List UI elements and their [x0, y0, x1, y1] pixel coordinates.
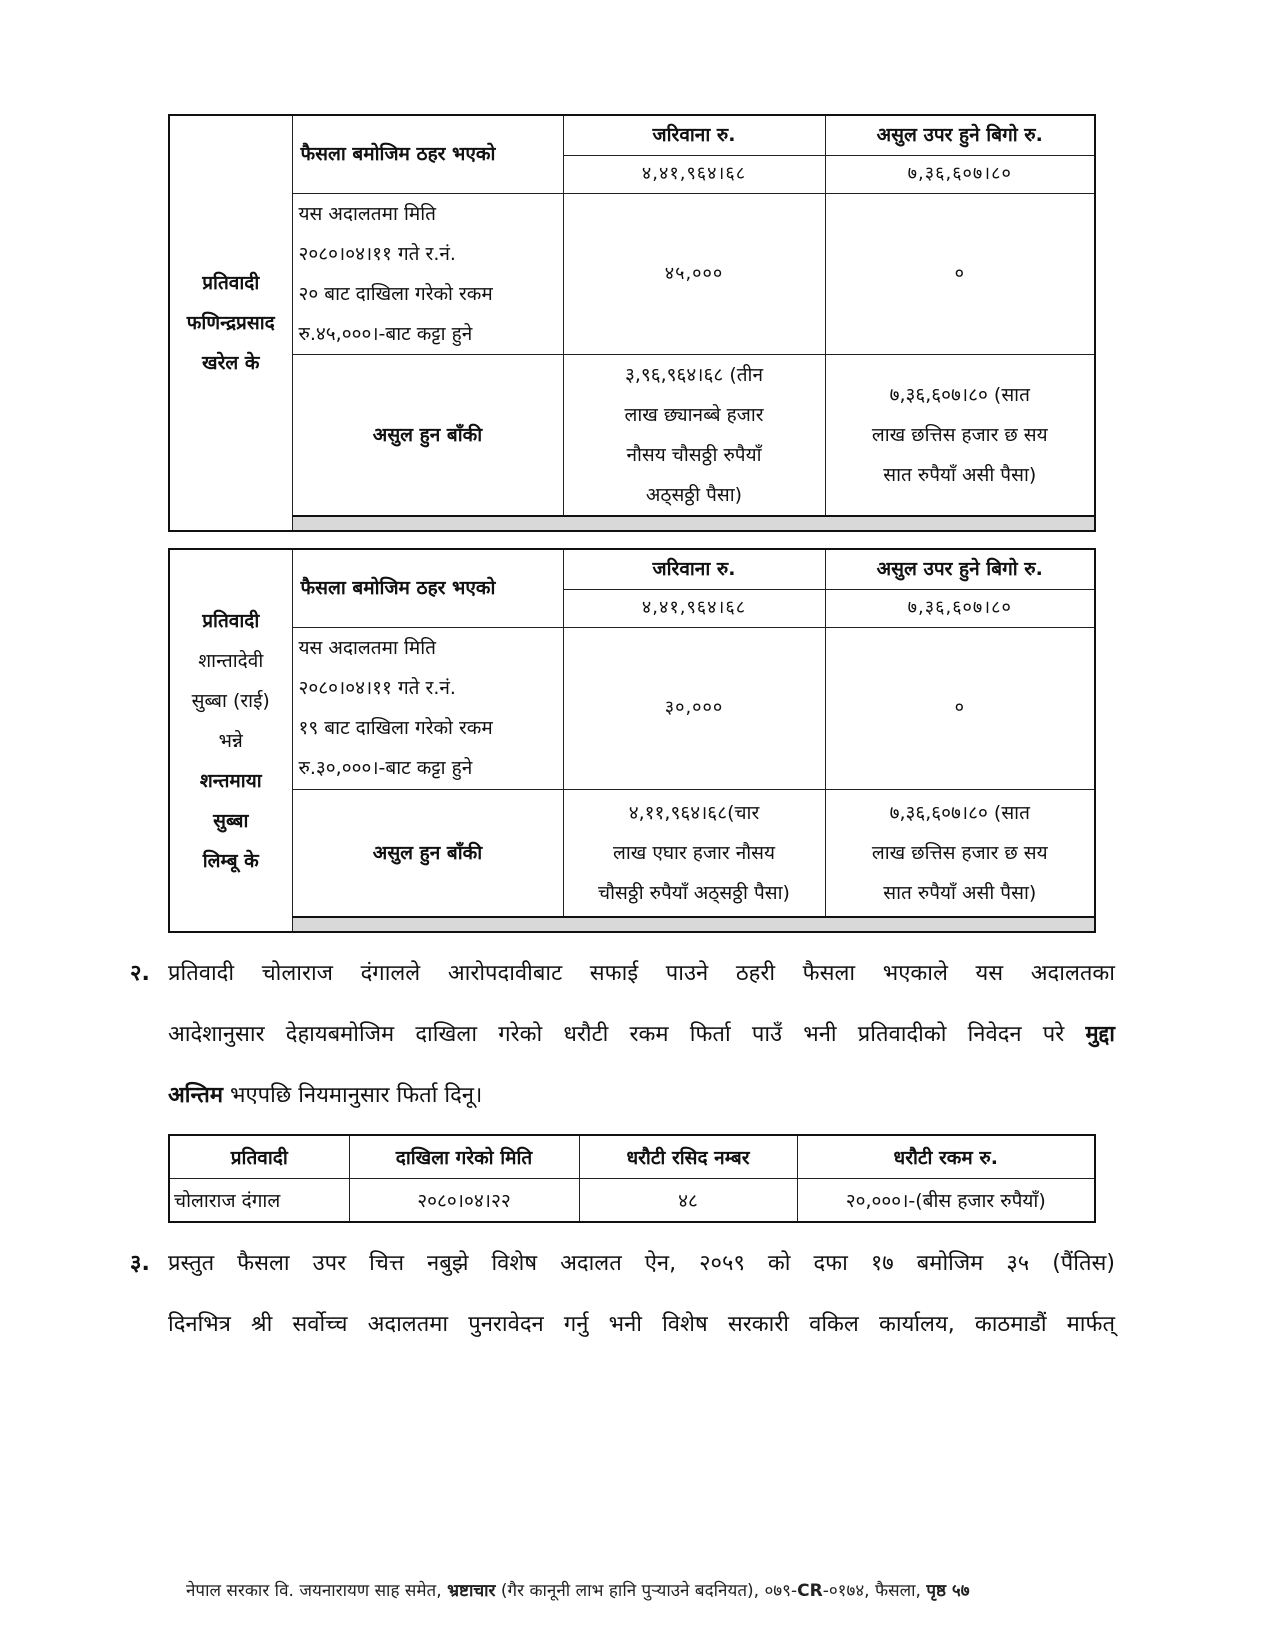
paragraph-text: प्रतिवादी चोलाराज दंगालले आरोपदावीबाट सफाई पाउने ठहरी फैसला भएकाले यस अदालतका — [168, 961, 1115, 986]
fine-column-header: जरिवाना रु. — [563, 115, 825, 155]
balance-line: ७,३६,६०७।८० (सात — [889, 801, 1030, 824]
footer-case-parties: नेपाल सरकार वि. जयनारायण साह समेत, — [186, 1581, 442, 1601]
paragraph-line — [130, 1065, 1115, 1126]
column-header-receipt: धरौटी रसिद नम्बर — [579, 1135, 797, 1179]
deduction-line: २०८०।०४।११ गते र.नं. — [298, 677, 456, 699]
defendant-line: लिम्बू के — [202, 849, 259, 872]
deposit-header-row — [169, 1135, 1095, 1179]
recovery-column-header: असुल उपर हुने बिगो रु. — [825, 115, 1095, 155]
cell-amount: २०,०००।-(बीस हजार रुपैयाँ) — [797, 1179, 1095, 1223]
defendant-line: प्रतिवादी — [202, 272, 260, 294]
paragraph-number: २. — [130, 961, 150, 986]
defendant-line: सुब्बा — [213, 809, 249, 832]
defendant-line: खरेल के — [202, 352, 260, 374]
defendant-line: शन्तमाया — [199, 769, 262, 792]
balance-line: लाख एघार हजार नौसय — [612, 841, 776, 864]
order-paragraph-2 — [130, 943, 1115, 1126]
defendant-line: शान्तादेवी — [198, 649, 264, 672]
balance-line: लाख छ्यानब्बे हजार — [624, 403, 764, 426]
deduction-description — [292, 627, 563, 789]
paragraph-text: आदेशानुसार देहायबमोजिम दाखिला गरेको धरौटी रकम फिर्ता पाउँ भनी प्रतिवादीको निवेदन परे — [168, 1022, 1065, 1047]
paragraph-text: भएपछि नियमानुसार फिर्ता दिनू। — [229, 1083, 483, 1108]
cell-receipt: ४८ — [579, 1179, 797, 1223]
fine-table-1 — [168, 114, 1096, 532]
decided-recovery-value: ७,३६,६०७।८० — [825, 589, 1095, 627]
bold-term: अन्तिम — [168, 1083, 223, 1108]
balance-line: सात रुपैयाँ असी पैसा) — [883, 881, 1037, 904]
deduction-line: रु.४५,०००।-बाट कट्टा हुने — [298, 322, 473, 345]
bold-term: मुद्दा — [1085, 1022, 1115, 1047]
defendant-line: सुब्बा (राई) — [191, 689, 270, 712]
deduction-line: रु.३०,०००।-बाट कट्टा हुने — [298, 757, 473, 779]
fine-table-2 — [168, 548, 1096, 933]
balance-recovery-value — [825, 354, 1095, 516]
balance-line: सात रुपैयाँ असी पैसा) — [883, 463, 1037, 486]
balance-label: असुल हुन बाँकी — [292, 354, 563, 516]
defendant-line: प्रतिवादी — [202, 609, 260, 632]
paragraph-line — [130, 1233, 1115, 1294]
footer-case-detail: (गैर कानूनी लाभ हानि पुऱ्याउने बदनियत), ०७९- — [500, 1581, 798, 1601]
defendant-line: भन्ने — [218, 729, 243, 752]
balance-fine-value — [563, 354, 825, 516]
footer-case-type: भ्रष्टाचार — [447, 1581, 496, 1601]
deduction-description — [292, 193, 563, 354]
deduction-line: १९ बाट दाखिला गरेको रकम — [298, 717, 493, 739]
cell-defendant: चोलाराज दंगाल — [169, 1179, 349, 1223]
defendant-name-cell — [169, 549, 292, 932]
balance-line: अठ्सठ्ठी पैसा) — [645, 483, 743, 506]
fine-column-header: जरिवाना रु. — [563, 549, 825, 589]
balance-line: नौसय चौसठ्ठी रुपैयाँ — [626, 443, 762, 466]
deduction-line: २०८०।०४।११ गते र.नं. — [298, 242, 456, 265]
balance-line: ३,९६,९६४।६८ (तीन — [624, 363, 764, 386]
balance-line: ४,११,९६४।६८(चार — [628, 801, 760, 824]
paragraph-text: दिनभित्र श्री सर्वोच्च अदालतमा पुनरावेदन गर्नु भनी विशेष सरकारी वकिल कार्यालय, काठमाडौं मार्फत् — [168, 1312, 1115, 1337]
table-separator-row — [169, 917, 1095, 932]
paragraph-line — [130, 1294, 1115, 1355]
decided-fine-value: ४,४१,९६४।६८ — [563, 589, 825, 627]
balance-line: लाख छत्तिस हजार छ सय — [871, 841, 1048, 864]
balance-fine-value — [563, 789, 825, 917]
deduction-line: २० बाट दाखिला गरेको रकम — [298, 282, 493, 305]
decided-fine-value: ४,४१,९६४।६८ — [563, 155, 825, 193]
paragraph-line — [130, 943, 1115, 1004]
page-number: पृष्ठ ५७ — [926, 1581, 970, 1601]
footer-case-code: CR — [797, 1581, 823, 1601]
recovery-column-header: असुल उपर हुने बिगो रु. — [825, 549, 1095, 589]
column-header-date: दाखिला गरेको मिति — [349, 1135, 579, 1179]
decided-label: फैसला बमोजिम ठहर भएको — [292, 115, 563, 193]
deduction-line: यस अदालतमा मिति — [298, 202, 436, 225]
column-header-defendant: प्रतिवादी — [169, 1135, 349, 1179]
decided-recovery-value: ७,३६,६०७।८० — [825, 155, 1095, 193]
cell-date: २०८०।०४।२२ — [349, 1179, 579, 1223]
deduction-fine-value: ४५,००० — [563, 193, 825, 354]
defendant-line: फणिन्द्रप्रसाद — [186, 312, 275, 334]
balance-line: चौसठ्ठी रुपैयाँ अठ्सठ्ठी पैसा) — [598, 881, 790, 904]
decided-label: फैसला बमोजिम ठहर भएको — [292, 549, 563, 627]
deduction-recovery-value: ० — [825, 193, 1095, 354]
footer-case-number: -०१७४, फैसला, — [822, 1581, 921, 1601]
paragraph-text: प्रस्तुत फैसला उपर चित्त नबुझे विशेष अदालत ऐन, २०५९ को दफा १७ बमोजिम ३५ (पैंतिस) — [168, 1251, 1115, 1276]
balance-recovery-value — [825, 789, 1095, 917]
table-separator-row — [169, 516, 1095, 531]
balance-line: लाख छत्तिस हजार छ सय — [871, 423, 1048, 446]
deduction-line: यस अदालतमा मिति — [298, 637, 436, 659]
table-row — [169, 1179, 1095, 1223]
order-paragraph-3 — [130, 1233, 1115, 1355]
column-header-amount: धरौटी रकम रु. — [797, 1135, 1095, 1179]
balance-label: असुल हुन बाँकी — [292, 789, 563, 917]
deposit-table — [168, 1134, 1096, 1223]
deduction-fine-value: ३०,००० — [563, 627, 825, 789]
deduction-recovery-value: ० — [825, 627, 1095, 789]
defendant-name-cell — [169, 115, 292, 531]
page-footer — [186, 1578, 1116, 1601]
paragraph-number: ३. — [130, 1251, 150, 1276]
paragraph-line — [130, 1004, 1115, 1065]
balance-line: ७,३६,६०७।८० (सात — [889, 383, 1030, 406]
